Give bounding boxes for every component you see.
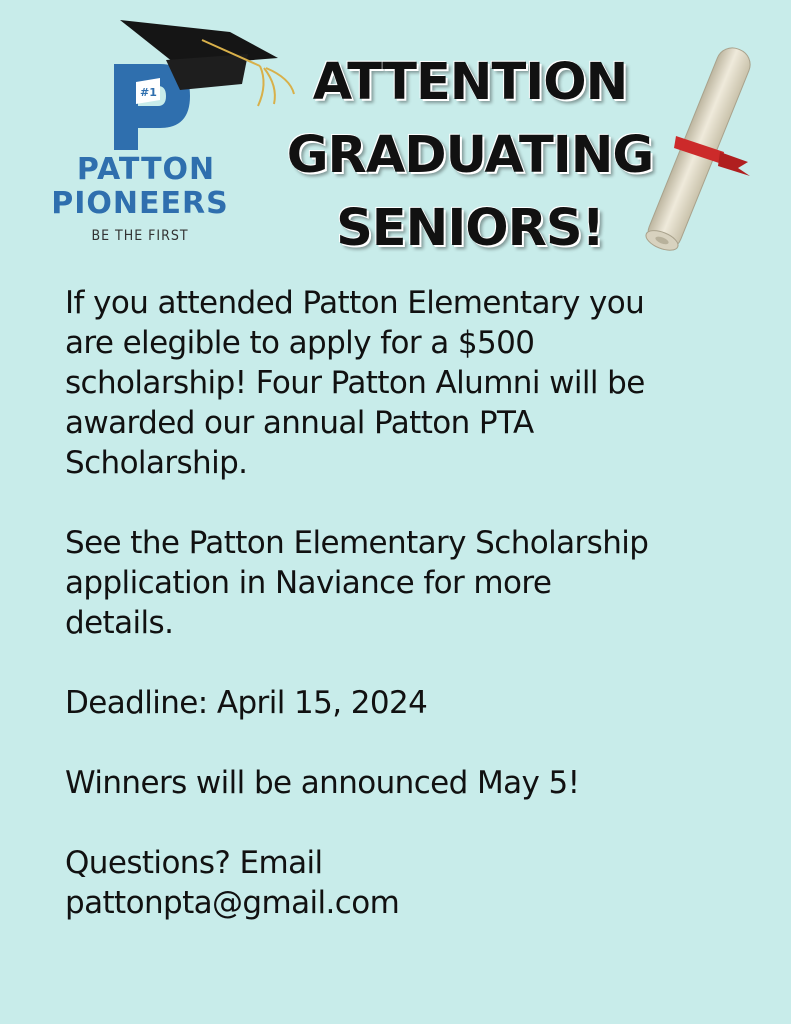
naviance-line: details. [65,605,174,641]
intro-line: are elegible to apply for a $500 [65,325,535,361]
flag-text: #1 [140,86,157,99]
headline-line2: GRADUATING [286,126,654,185]
deadline-text [65,683,765,723]
naviance-paragraph [65,523,765,643]
intro-paragraph [65,283,765,483]
headline-line3: SENIORS! [336,199,604,258]
naviance-line: application in Naviance for more [65,565,552,601]
intro-line: If you attended Patton Elementary you [65,285,645,321]
winners-value: Winners will be announced May 5! [65,765,580,801]
questions-text: Questions? Email [65,845,323,881]
diploma-scroll-icon [630,34,770,264]
logo-name-line1: PATTON [76,152,216,187]
intro-line: scholarship! Four Patton Alumni will be [65,365,645,401]
logo-tagline: BE THE FIRST [91,228,189,244]
contact-paragraph [65,843,765,923]
winners-text [65,763,765,803]
headline [255,46,685,265]
body-text [65,283,765,963]
deadline-value: Deadline: April 15, 2024 [65,685,428,721]
naviance-line: See the Patton Elementary Scholarship [65,525,649,561]
intro-line: Scholarship. [65,445,248,481]
headline-line1: ATTENTION [312,53,628,112]
logo-name-line2: PIONEERS [51,186,229,221]
email-link[interactable]: pattonpta@gmail.com [65,885,400,921]
intro-line: awarded our annual Patton PTA [65,405,534,441]
